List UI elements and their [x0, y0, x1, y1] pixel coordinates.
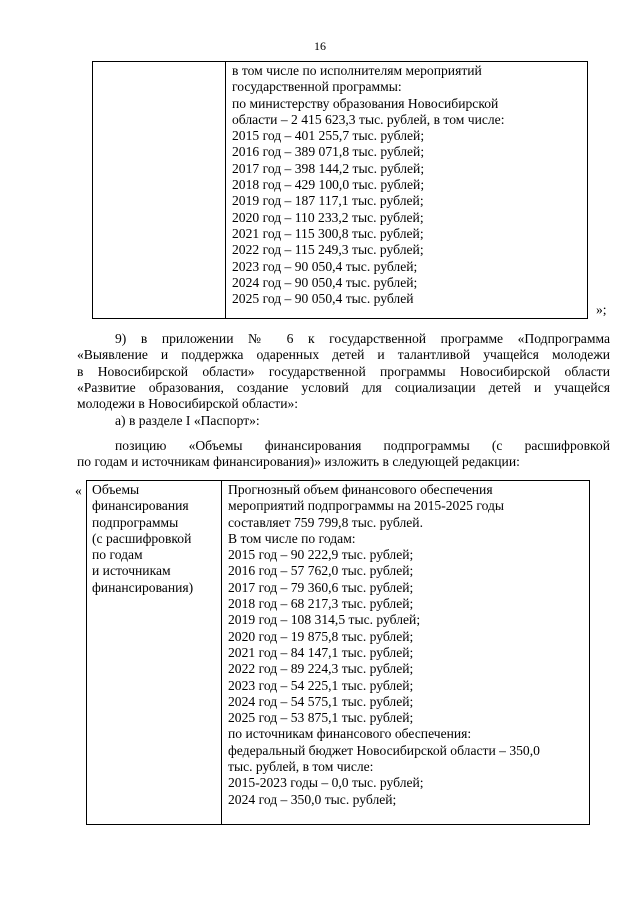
section-a	[115, 413, 610, 429]
table-line: 2017 год – 79 360,6 тыс. рублей;	[228, 579, 414, 595]
table-left-column	[92, 482, 218, 596]
table-line: федеральный бюджет Новосибирской области – 350,0	[228, 742, 540, 758]
paragraph-line: «Развитие образования, создание условий для социализации детей и учащейся	[77, 379, 610, 395]
table-line: 2025 год – 53 875,1 тыс. рублей;	[228, 710, 414, 726]
paragraph-9	[77, 331, 610, 412]
financing-table-continued	[92, 61, 588, 319]
table-column-divider	[225, 62, 226, 318]
table-line: 2015 год – 90 222,9 тыс. рублей;	[228, 547, 414, 563]
table-line: В том числе по годам:	[228, 530, 356, 546]
table-line: мероприятий подпрограммы на 2015-2025 годы	[228, 498, 505, 514]
closing-quote-mark: »;	[596, 302, 607, 317]
table-line: составляет 759 799,8 тыс. рублей.	[228, 514, 423, 530]
table-line: 2021 год – 84 147,1 тыс. рублей;	[228, 644, 414, 660]
table-line: 2024 год – 350,0 тыс. рублей;	[228, 791, 397, 807]
table-line: в том числе по исполнителям мероприятий	[232, 63, 482, 78]
table-line: области – 2 415 623,3 тыс. рублей, в том числе:	[232, 111, 505, 127]
table-line: 2019 год – 187 117,1 тыс. рублей;	[232, 193, 424, 209]
table-line: Прогнозный объем финансового обеспечения	[228, 482, 493, 497]
table-line: 2020 год – 19 875,8 тыс. рублей;	[228, 628, 414, 644]
table-line: 2024 год – 90 050,4 тыс. рублей;	[232, 274, 418, 290]
table-line: 2022 год – 89 224,3 тыс. рублей;	[228, 661, 414, 677]
table-line: по министерству образования Новосибирской	[232, 95, 499, 111]
table-column-divider	[221, 481, 222, 824]
table-line: 2015-2023 годы – 0,0 тыс. рублей;	[228, 775, 424, 791]
table-line: 2015 год – 401 255,7 тыс. рублей;	[232, 128, 425, 144]
table-right-column	[228, 482, 586, 808]
table-line: 2024 год – 54 575,1 тыс. рублей;	[228, 693, 414, 709]
table-line: 2018 год – 429 100,0 тыс. рублей;	[232, 177, 425, 193]
opening-quote-mark: «	[75, 483, 82, 498]
table-line: по источникам финансового обеспечения:	[228, 726, 472, 742]
table-line: 2019 год – 108 314,5 тыс. рублей;	[228, 612, 421, 628]
paragraph-line: по годам и источникам финансирования)» изложить в следующей редакции:	[77, 454, 520, 470]
table-line: Объемы	[92, 482, 140, 497]
table-line: 2022 год – 115 249,3 тыс. рублей;	[232, 242, 424, 258]
table-line: 2021 год – 115 300,8 тыс. рублей;	[232, 225, 424, 241]
paragraph-line: 9) в приложении № 6 к государственной программе «Подпрограмма	[115, 331, 610, 346]
table-line: 2016 год – 389 071,8 тыс. рублей;	[232, 144, 425, 160]
table-line: и источникам	[92, 563, 171, 579]
table-line: 2017 год – 398 144,2 тыс. рублей;	[232, 160, 425, 176]
table-line: 2023 год – 90 050,4 тыс. рублей;	[232, 258, 418, 274]
paragraph-line: позицию «Объемы финансирования подпрограммы (с расшифровкой	[115, 438, 610, 453]
table-line: финансирования	[92, 498, 189, 514]
table-line: 2025 год – 90 050,4 тыс. рублей	[232, 291, 414, 307]
paragraph-line: а) в разделе I «Паспорт»:	[115, 413, 260, 428]
table-line: (с расшифровкой	[92, 530, 192, 546]
page-number: 16	[314, 39, 326, 53]
table-line: 2016 год – 57 762,0 тыс. рублей;	[228, 563, 414, 579]
table-right-column	[232, 63, 584, 307]
table-line: 2018 год – 68 217,3 тыс. рублей;	[228, 596, 414, 612]
table-line: государственной программы:	[232, 79, 402, 95]
table-line: тыс. рублей, в том числе:	[228, 759, 374, 775]
financing-table	[86, 480, 590, 825]
table-line: по годам	[92, 547, 143, 563]
position-paragraph	[77, 438, 610, 471]
paragraph-line: «Выявление и поддержка одаренных детей и талантливой учащейся молодежи	[77, 347, 610, 363]
paragraph-line: молодежи в Новосибирской области»:	[77, 396, 299, 412]
table-line: финансирования)	[92, 579, 194, 595]
table-line: подпрограммы	[92, 514, 179, 530]
paragraph-line: в Новосибирской области» государственной программы Новосибирской области	[77, 363, 610, 379]
table-line: 2023 год – 54 225,1 тыс. рублей;	[228, 677, 414, 693]
table-line: 2020 год – 110 233,2 тыс. рублей;	[232, 209, 424, 225]
